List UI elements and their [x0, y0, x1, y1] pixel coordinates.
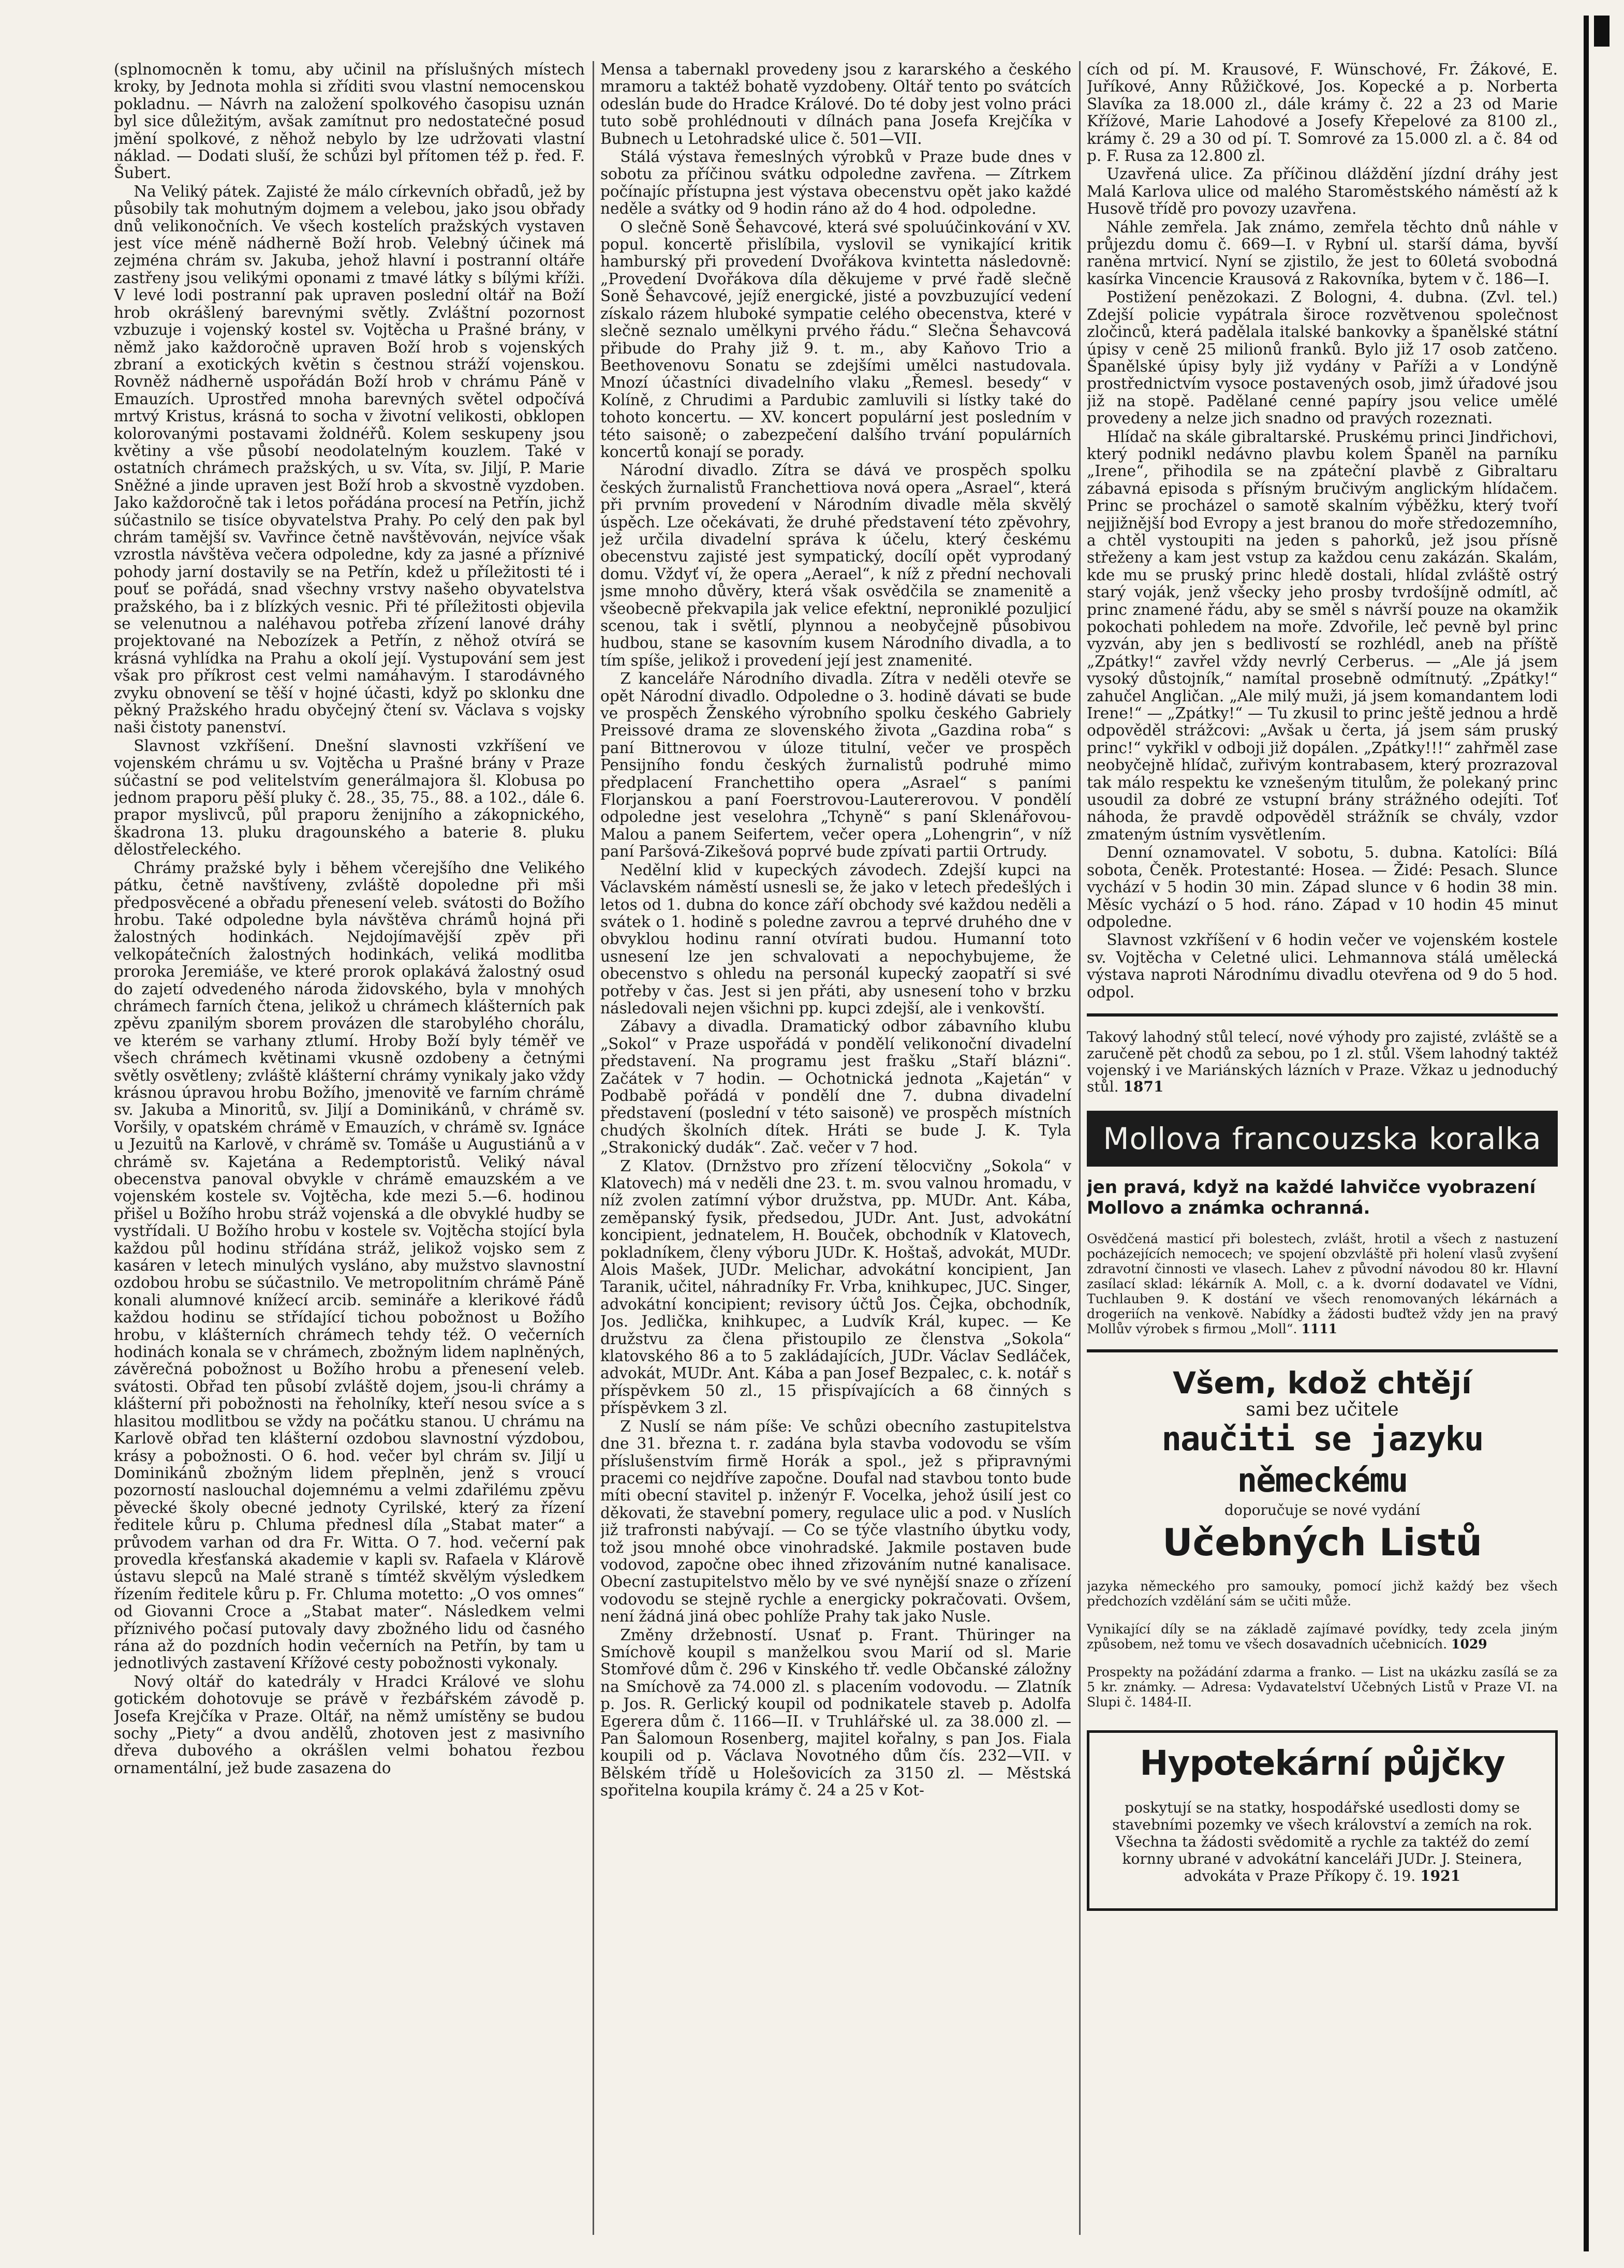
- ad-german-headline: naučiti se jazyku německému: [1161, 1420, 1483, 1500]
- ad-restaurant-text: Takový lahodný stůl telecí, nové výhody pro zajisté, zvláště se a zaručeně pět chodů za sebou, po 1 zl. stůl. Všem lahodný taktéž vojenský i ve Mariánských lázních v Praze. Vžkaz u jednoduchý stůl. 1871: [1087, 1028, 1558, 1095]
- ad-german-title2: Učebných Listů: [1162, 1520, 1482, 1564]
- ad-mortgage-text: poskytují se na statky, hospodářské usedlosti domy se stavebními pozemky ve všech království a zemích na rok. Všechna ta žádosti svědomitě a rychle za taktéž do zemí kornny ubrané v advokátní kanceláři JUDr. J. Steinera, advokáta v Praze Příkopy č. 19. 1921: [1112, 1799, 1532, 1884]
- article-paragraph: Uzavřená ulice. Za příčinou dláždění jízdní dráhy jest Malá Karlova ulice od malého Staroměstského náměstí až k Husově třídě pro povozy uzavřena.: [1087, 165, 1558, 218]
- ad-mortgage-title: Hypotekární půjčky: [1140, 1743, 1505, 1783]
- corner-mark: [1594, 16, 1610, 47]
- article-paragraph: Na Veliký pátek. Zajisté že málo církevních obřadů, jež by působily tak mohutným dojmem a velebou, jako jsou obřady dnů velikonočních. Ve všech kostelích pražských vystaven jest více méně nádherně Boží hrob. Velebný účinek má zejména chrám sv. Jakuba, jehož hlavní i postranní oltáře zastřeny jsou velikými oponami z tmavé látky s bílými kříži. V levé lodi postranní pak upraven poslední oltář na Boží hrob okrášlený barevnými světly. Zvláštní pozornost vzbuzuje i vojenský kostel sv. Vojtěcha u Prašné brány, v němž jako každoročně upraven Boží hrob s vojenských zbraní a exotických květin s čestnou stráží vojenskou. Rovněž nádherně uspořádán Boží hrob v chrámu Páně v Emauzích. Uprostřed mnoha barevných světel odpočívá mrtvý Kristus, krásná to socha v životní velikosti, obklopen kolorovanými postavami žoldnéřů. Kolem seskupeny jsou květiny a vše působí neodolatelným kouzlem. Také v ostatních chrámech pražských, u sv. Víta, sv. Jiljí, P. Marie Sněžné a jinde upraven jest Boží hrob a skvostně vyzdoben. Jako každoročně tak i letos pořádána procesí na Petřín, jichž súčastnilo se tisíce obyvatelstva Prahy. Po celý den pak byl chrám tamější sv. Vavřince četně navštěvován, nejvíce však vzrostla návštěva večera odpoledne, kdy za jasné a příznivé pohody jarní dostavily se na Petřín, kdež u příležitosti té i pouť se pořádá, snad všechny vrstvy našeho obyvatelstva pražského, ba i z blízkých vesnic. Při té příležitosti objevila se velenutnou a naléhavou potřeba zřízení lanové dráhy projektované na Nebozízek a Petřín, z něhož otvírá se krásná vyhlídka na Prahu a okolí její. Vystupování sem jest však pro příkrost cest velmi namáhavým. I starodávného zvyku obnovení se těší v hojné účasti, když po sklonku dne pěkný Pražského hradu obyčejný čtení sv. Václava s vojsky naši čistoty panenství.: [114, 182, 585, 737]
- ad-german-text: Prospekty na požádání zdarma a franko. — List na ukázku zasílá se za 5 kr. známky. — Adresa: Vydavatelství Učebných Listů v Praze VI. na Slupi č. 1484-II.: [1087, 1664, 1558, 1710]
- article-paragraph: Mensa a tabernakl provedeny jsou z kararského a českého mramoru a taktéž bohatě vyzdobeny. Oltář tento po svátcích odeslán bude do Hradce Králové. Do té doby jest volno práci tuto sobě prohlédnouti v dílnách pana Josefa Krejčíka v Bubnech u Letohradské ulice č. 501—VII.: [600, 61, 1071, 148]
- ad-moll-text: Osvědčená masticí při bolestech, zvlášt, hrotil a všech z nastuzení pocházejících nemocech; ve spojení obzvláště při holení vlasů zvyšení zdravotní činnosti ve vlasech. Lahev z původní návodou 80 kr. Hlavní zasílací sklad: lékárník A. Moll, c. a k. dvorní dodavatel ve Vídni, Tuchlauben 9. K dostání ve všech renomovaných lékárnách a drogeriích na venkově. Nabídky a žádosti buďtež vždy jen na pravý Mollův výrobek s firmou „Moll“. 1111: [1087, 1231, 1558, 1336]
- ad-german-lessons: [1087, 1365, 1558, 1710]
- article-paragraph: Národní divadlo. Zítra se dává ve prospěch spolku českých žurnalistů Franchettiova nová opera „Asrael“, která při prvním provedení v Národním divadle měla skvělý úspěch. Lze očekávati, že druhé představení této zpěvohry, jež určila divadelní správa k účelu, který českému obecenstvu zajisté jest sympatický, docílí opět vyprodaný domu. Vždyť ví, že opera „Aerael“, k níž z přední nechovali jsme mnoho důvěry, která však osvědčila se znamenitě a všeobecně překvapila jak velice efektní, neproniklé pozuljicí scenou, tak i světlí, plynnou a neobyčejně působivou hudbou, stane se kasovním kusem Národního divadla, a to tím spíše, jelikož i provedení její jest znamenité.: [600, 461, 1071, 669]
- article-paragraph: Postižení penězokazi. Z Bologni, 4. dubna. (Zvl. tel.) Zdejší policie vypátrala široce rozvětvenou společnost zločinců, která padělala italské bankovky a španělské státní úpisy v ceně 25 milionů franků. Bylo již 17 osob zatčeno. Španělské úpisy byly již vydány v Paříži a v Londýně prostřednictvím vysoce postavených osob, jimž úřadové jsou již na stopě. Padělané cenné papíry jsou velice umělé provedeny a nelze jich snadno od pravých rozeznati.: [1087, 288, 1558, 428]
- newspaper-columns: [114, 61, 1568, 2235]
- ad-german-text: jazyka německého pro samouky, pomocí jichž každý bez všech předchozích vzdělání sám se učiti může.: [1087, 1578, 1558, 1609]
- ad-german-subtitle: sami bez učitele: [1246, 1398, 1399, 1420]
- article-paragraph: Náhle zemřela. Jak známo, zemřela těchto dnů náhle v průjezdu domu č. 669—I. v Rybní ul. starší dáma, byvší raněna mrtvicí. Nyní se zjistilo, že jest to 60letá svobodná kasírka Vincencie Krausová z Rakovníka, bytem v č. 186—I.: [1087, 218, 1558, 288]
- article-paragraph: Zábavy a divadla. Dramatický odbor zábavního klubu „Sokol“ v Praze uspořádá v pondělí velikonoční divadelní představení. Na programu jest frašku „Staří blázni“. Začátek v 7 hodin. — Ochotnická jednota „Kajetán“ v Podbabě pořádá v pondělí dne 7. dubna divadelní představení (poslední v této saisoně) ve prospěch místních chudých školních dítek. Hráti se bude J. K. Tyla „Strakonický dudák“. Zač. večer v 7 hod.: [600, 1018, 1071, 1157]
- ad-mortgage-box: [1087, 1730, 1558, 1911]
- ad-divider: [1087, 1013, 1558, 1017]
- article-paragraph: Nedělní klid v kupeckých závodech. Zdejší kupci na Václavském náměstí usnesli se, že jako v letech předešlých i letos od 1. dubna do konce září obchody své každou neděli a svátek o 1. hodině s poledne zavrou a teprvé druhého dne v obvyklou hodinu ranní otvírati budou. Humanní toto usnesení lze jen schvalovati a nepochybujeme, že obecenstvo s ohledu na personál kupecký zaopatří si své potřeby v čas. Jest si jen přáti, aby usnesení toho v brzku následovali nejen všichni pp. kupci zdejší, ale i venkovští.: [600, 861, 1071, 1017]
- ad-moll-subtitle: jen pravá, když na každé lahvičce vyobrazení Mollovo a známka ochranná.: [1087, 1176, 1536, 1218]
- column-3: [1087, 61, 1558, 2235]
- column-2: [600, 61, 1071, 2235]
- ad-german-note: doporučuje se nové vydání: [1224, 1501, 1421, 1519]
- article-paragraph: Hlídač na skále gibraltarské. Pruskému princi Jindřichovi, který podnikl nedávno plavbu kolem Španěl na parníku „Irene“, přihodila se na zpáteční plavbě z Gibraltaru zábavná episoda s přísným bručivým anglickým hlídačem. Princ se procházel o samotě skalním výběžku, který tvoří nejjižnější bod Evropy a jest branou do moře středozemního, a chtěl vystoupiti na jeden s pahorků, jež jsou přísně střeženy a kam jest vstup za každou cenu zakázán. Skalám, kde mu se pruský princ hledě dostali, hlídal zvláště ostrý starý voják, jenž všecky jeho prosby tvrdošíjně odmítl, ač princ znamené řádu, aby se směl s návrší pouze na okamžik pokochati pohledem na moře. Zdvořile, leč pevně byl princ vyzván, aby jen s bedlivostí se rozhlédl, aneb na příště „Zpátky!“ zavřel vždy nevrlý Cerberus. — „Ale já jsem vysoký důstojník,“ namítal prosebně odmítnutý. „Zpátky!“ zahučel Angličan. „Ale milý muži, já jsem komandantem lodi Irene!“ — „Zpátky!“ — Tu zkusil to princ ještě jednou a hrdě odpověděl strážcovi: „Avšak u čerta, já jsem sám pruský princ!“ vykřikl v odboji již dopálen. „Zpátky!!!“ zahřměl zase neobyčejně hlídač, zuřivým kontrabasem, který prozrazoval tak málo respektu ke vznešeným titulům, že polekaný princ usoudil za dobré ze vstupní brány strážného odejíti. Toť náhoda, že pravdě odpověděl strážník se chvály, vzdor zmateným ústním vysvětlením.: [1087, 428, 1558, 843]
- article-paragraph: O slečně Soně Šehavcové, která své spoluúčinkování v XV. popul. koncertě přislíbila, vyslovil se vynikající kritik hamburský při provedení Dvořákova kvintetta následovně: „Provedení Dvořákova díla děkujeme v prvé řadě slečně Soně Šehavcové, jejíž energické, jisté a povzbuzující vedení získalo rázem hluboké sympatie celého obecenstva, které v slečně seznalo umělkyni prvého řádu.“ Slečna Šehavcová přibude do Prahy již 9. t. m., aby Kaňovo Trio a Beethovenovu Sonatu se zdejšími umělci nastudovala. Mnozí účastníci divadelního vlaku „Řemesl. besedy“ v Kolíně, z Chrudimi a Pardubic zamluvili si lístky také do tohoto koncertu. — XV. koncert populární jest posledním v této saisoně; o zabezpečení dalšího trvání populárních koncertů konají se porady.: [600, 218, 1071, 461]
- article-paragraph: Stálá výstava řemeslných výrobků v Praze bude dnes v sobotu za příčinou svátku odpoledne zavřena. — Zítrkem počínajíc přístupna jest výstava obecenstvu opět jako každé neděle a svátky od 9 hodin ráno až do 4 hod. odpoledne.: [600, 148, 1071, 218]
- ad-german-title: Všem, kdož chtějí: [1173, 1365, 1472, 1401]
- article-paragraph: Z Nuslí se nám píše: Ve schůzi obecního zastupitelstva dne 31. března t. r. zadána byla stavba vodovodu se vším příslušenstvím firmě Horák a spol., jež s připravnými pracemi co nejdříve započne. Doufal nad stavbou tonto bude míti obecní stavitel p. inženýr F. Vocelka, jehož úsilí jest co děkovati, že stavební pomery, regulace ulic a pod. v Nuslích již trafronsti nabývají. — Co se týče vlastního úbytku vody, tož jsou mnohé obce vinohradské. Jakmile postaven bude vodovod, započne obec ihned zřizováním nutné kanalisace. Obecní zastupitelstvo mělo by ve své nynější snaze o zřízení vodovodu se stejně rychle a energicky pokračovati. Ovšem, není žádná jiná obec pohlíže Prahy tak jako Nusle.: [600, 1417, 1071, 1626]
- article-paragraph: Nový oltář do katedrály v Hradci Králové ve slohu gotickém dohotovuje se právě v řezbářském závodě p. Josefa Krejčíka v Praze. Oltář, na němž umístěny se budou sochy „Piety“ a dvou andělů, zhotoven jest z masivního dřeva dubového a okrášlen velmi bohatou řezbou ornamentální, jež bude zasazena do: [114, 1672, 585, 1777]
- article-paragraph: Z Klatov. (Drnžstvo pro zřízení tělocvičny „Sokola“ v Klatovech) má v neděli dne 23. t. m. svou valnou hromadu, v níž zvolen zatímní výbor družstva, pp. MUDr. Ant. Kába, zeměpanský fysik, předsedou, JUDr. Ant. Just, advokátní koncipient, jednatelem, H. Bouček, obchodník v Klatovech, pokladníkem, členy výboru JUDr. K. Hoštaš, advokát, MUDr. Alois Mašek, JUDr. Melichar, advokátní koncipient, Jan Taranik, učitel, náhradníky Fr. Vrba, knihkupec, JUC. Singer, advokátní koncipient; revisory účtů Jos. Čejka, obchodník, Jos. Jedlička, knihkupec, a Ludvík Král, kupec. — Ke družstvu za člena přistoupilo ze členstva „Sokola“ klatovského 86 a to 5 zakládajících, JUDr. Václav Sedláček, advokát, MUDr. Ant. Kába a pan Josef Bezpalec, c. k. notář s příspěvkem 50 zl., 15 přispívajících a 68 činných s příspěvkem 3 zl.: [600, 1157, 1071, 1417]
- article-paragraph: cích od pí. M. Krausové, F. Wünschové, Fr. Žákové, E. Juříkové, Anny Růžičkové, Jos. Kopecké a p. Norberta Slavíka za 18.000 zl., dále krámy č. 22 a 23 od Marie Křížové, Marie Lahodové a Josefy Křepelové za 8100 zl., krámy č. 29 a 30 od pí. T. Somrové za 15.000 zl. a č. 84 od p. F. Rusa za 12.800 zl.: [1087, 61, 1558, 165]
- article-paragraph: Slavnost vzkříšení. Dnešní slavnosti vzkříšení ve vojenském chrámu u sv. Vojtěcha u Prašné brány v Praze súčastní se pod velitelstvím generálmajora šl. Klobusa po jednom praporu pěší pluky č. 28., 35, 75., 88. a 102., dále 6. prapor myslivců, půl praporu ženijního a zákopnického, škadrona 13. pluku dragounského a baterie 8. pluku dělostřeleckého.: [114, 737, 585, 859]
- article-paragraph: Z kanceláře Národního divadla. Zítra v neděli otevře se opět Národní divadlo. Odpoledne o 3. hodině dávati se bude ve prospěch Ženského výrobního spolku českého Gabriely Preissové drama ze slovenského života „Gazdina roba“ s paní Bittnerovou v úloze titulní, večer ve prospěch Pensijního fondu českých žurnalistů podruhé mimo předplacení Franchettiho opera „Asrael“ s paními Florjanskou a paní Foerstrovou-Lautererovou. V pondělí odpoledne jest veselohra „Tchyně“ s paní Sklenářovou-Malou a panem Seifertem, večer opera „Lohengrin“, v níž paní Paršová-Zikešová poprvé bude zpívati partii Ortrudy.: [600, 670, 1071, 861]
- article-paragraph: Změny držebností. Usnať p. Frant. Thüringer na Smíchově koupil s manželkou svou Marií od sl. Marie Stomřové dům č. 296 v Kinského tř. vedle Občanské záložny na Smíchově za 74.000 zl. s placením vodovodu. — Zlatník p. Jos. R. Gerlický koupil od podnikatele staveb p. Adolfa Egerera dům č. 1166—II. v Truhlářské ul. za 38.000 zl. — Pan Šalomoun Rosenberg, majitel kořalny, s pan Jos. Fiala koupili od p. Václava Novotného dům čís. 232—VII. v Bělském třídě u Holešovicích za 3150 zl. — Městská spořitelna koupila krámy č. 24 a 25 v Kot-: [600, 1626, 1071, 1800]
- ad-moll-title: Mollova francouzska koralka: [1087, 1111, 1558, 1167]
- article-paragraph: Chrámy pražské byly i během včerejšího dne Velikého pátku, četně navštíveny, zvláště dopoledne při mši předposvěcené a obřadu přenesení veleb. svátosti do Božího hrobu. Také odpoledne byla návštěva chrámů hojná při žalostných hodinkách. Nejdojímavější zpěv při velkopátečních žalostných hodinkách, veliká modlitba proroka Jeremiáše, ve které prorok oplakává žalostný osud do zajetí odvedeného národa židovského, byla v mnohých chrámech farních čtena, jelikož u chrámech klášterních pak zpěvu zpanilým sborem provázen dle starobylého chorálu, ve kterém se varhany ztlumí. Hroby Boží byly téměř ve všech chrámech květinami vkusně ozdobeny a četnými světly osvětleny; zvláště klášterní chrámy vynikaly jako vždy krásnou úpravou hrobu Božího, jmenovitě ve farním chrámě sv. Jakuba a Minoritů, sv. Jiljí a Dominikánů, v chrámě sv. Voršily, v opatském chrámě v Emauzích, v chrámě sv. Ignáce u Jezuitů na Karlově, v chrámě sv. Tomáše u Augustiánů a v chrámě sv. Kajetána a Redemptoristů. Veliký nával obecenstva panoval obvykle v chrámě emauzském a ve vojenském kostele sv. Vojtěcha, kde mezi 5.—6. hodinou přišel u Božího hrobu stráž vojenská a dle obvyklé hudby se vystřídali. U Božího hrobu v kostele sv. Vojtěcha stojící byla každou půl hodinu střídána stráž, jelikož vojsko sem z kasáren v letech minulých vysláno, aby mužstvo slavnostní ozdobou hrobu se súčastnilo. Ve metropolitním chrámě Páně konali alumnové knížecí arcib. semináře a klerikové řádů každou hodinu se střídající tichou pobožnost u Božího hrobu, v klášterních chrámech tehdy též. O večerních hodinách konala se v chrámech, zbožným lidem naplněných, závěrečná pobožnost u Božího hrobu a přenesení veleb. svátosti. Obřad ten působí zvláště dojem, jsou-li chrámy a klášterní při pobožnosti na řeholníky, kteří nesou svíce a s hlasitou modlitbou se vždy na počátku stanou. U chrámu na Karlově obřad ten klášterní ozdobou slavnostní výzdobou, krásy a pobožnosti. O 6. hod. večer byl chrám sv. Jiljí u Dominikánů zbožným lidem přeplněn, jenž s vroucí pozorností naslouchal dojemnému a velmi zdařilému zpěvu pěvecké školy obecné jednoty Cyrilské, který za řízení ředitele kůru p. Chluma přednesl díla „Stabat mater“ a průvodem varhan od dra Fr. Witta. O 7. hod. večerní pak provedla křesťanská akademie v kapli sv. Rafaela v Klárově ústavu slepců na Malé straně s tímtéž skvělým výsledkem řízením ředitele kůru p. Fr. Chluma motetto: „O vos omnes“ od Giovanni Croce a „Stabat mater“. Následkem velmi příznivého počasí putovaly davy zbožného lidu od časného rána až do pozdních hodin večerních na Petřín, by tam u jednotlivých zastavení Křížové cesty pobožnosti vykonaly.: [114, 859, 585, 1672]
- article-paragraph: Slavnost vzkříšení v 6 hodin večer ve vojenském kostele sv. Vojtěcha v Celetné ulici. Lehmannova stálá umělecká výstava naproti Národnímu divadlu otevřena od 9 do 5 hod. odpol.: [1087, 931, 1558, 1001]
- ad-german-text: Vynikající díly se na základě zajímavé povídky, tedy zcela jiným způsobem, než tomu ve všech dosavadních učebnicích. 1029: [1087, 1621, 1558, 1652]
- column-1: [114, 61, 585, 2235]
- ad-divider: [1087, 1349, 1558, 1352]
- article-paragraph: Denní oznamovatel. V sobotu, 5. dubna. Katolíci: Bílá sobota, Čeněk. Protestanté: Hosea. — Židé: Pesach. Slunce vychází v 5 hodin 30 min. Západ slunce v 6 hodin 38 min. Měsíc vychází o 5 hod. ráno. Západ v 10 hodin 45 minut odpoledne.: [1087, 844, 1558, 931]
- article-paragraph: (splnomocněn k tomu, aby učinil na příslušných místech kroky, by Jednota mohla si zříditi svou vlastní nemocenskou pokladnu. — Návrh na založení spolkového časopisu uznán byl sice důležitým, avšak zamítnut pro nedostatečné posud jmění spolkové, z něhož nebylo by lze udržovati vlastní náklad. — Dodati sluší, že schůzi byl přítomen též p. řed. F. Šubert.: [114, 61, 585, 182]
- page-edge-bar: [1584, 16, 1589, 2251]
